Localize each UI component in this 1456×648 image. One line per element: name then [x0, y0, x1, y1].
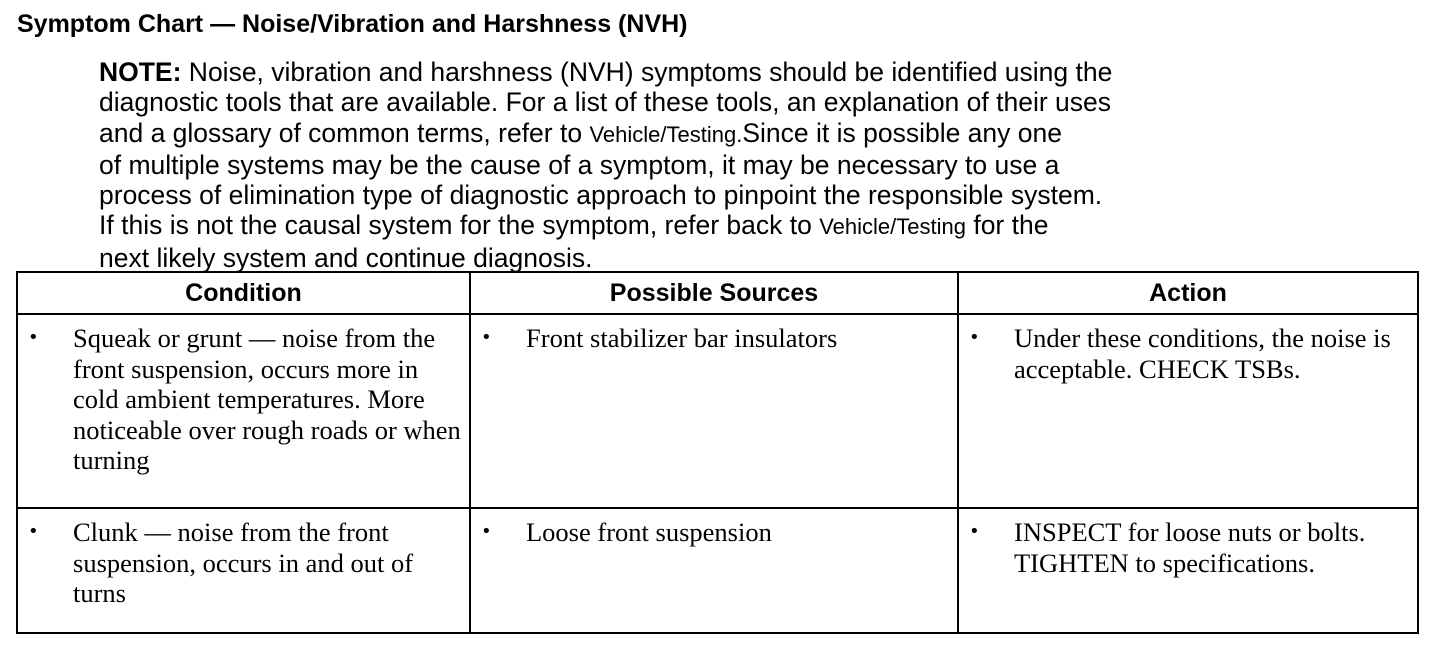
vehicle-testing-reference-2[interactable]: Vehicle/Testing: [819, 214, 966, 240]
note-line-3: [99, 118, 1349, 150]
table-header-row: [17, 272, 1418, 314]
note-line-6: [99, 210, 1349, 242]
note-line-1: [99, 57, 1349, 87]
action-text: Under these conditions, the noise is acceptable. CHECK TSBs.: [1014, 323, 1391, 384]
bullet: •: [28, 521, 39, 542]
condition-cell: [17, 314, 470, 508]
bullet: •: [969, 327, 980, 348]
condition-text: Clunk — noise from the front suspension, occurs in and out of turns: [73, 517, 414, 608]
source-text: Loose front suspension: [526, 517, 772, 547]
bullet: •: [969, 521, 980, 542]
note-text-3a: and a glossary of common terms, refer to: [99, 117, 590, 148]
note-line-5: process of elimination type of diagnostic approach to pinpoint the responsible system.: [99, 180, 1103, 211]
note-line-2: diagnostic tools that are available. For a list of these tools, an explanation of their uses: [99, 87, 1112, 118]
note-line-7: next likely system and continue diagnosis.: [99, 242, 593, 273]
bullet: •: [28, 327, 39, 348]
action-cell: [958, 508, 1418, 633]
note-text-6a: If this is not the causal system for the symptom, refer back to: [99, 210, 820, 241]
header-action: Action: [958, 272, 1418, 314]
vehicle-testing-reference[interactable]: Vehicle/Testing.: [589, 121, 743, 147]
bullet: •: [481, 521, 492, 542]
note-paragraph: [99, 57, 1349, 273]
condition-cell: [17, 508, 470, 633]
source-text: Front stabilizer bar insulators: [526, 323, 838, 353]
action-text: INSPECT for loose nuts or bolts. TIGHTEN to specifications.: [1014, 517, 1366, 578]
note-text-3b: Since it is possible any one: [742, 117, 1062, 148]
note-text-6b: for the: [965, 210, 1049, 241]
bullet: •: [481, 327, 492, 348]
header-possible-sources: Possible Sources: [470, 272, 958, 314]
note-label: NOTE:: [99, 57, 182, 87]
source-cell: [470, 508, 958, 633]
header-condition: Condition: [17, 272, 470, 314]
table-row: [17, 314, 1418, 508]
condition-text: Squeak or grunt — noise from the front suspension, occurs more in cold ambient temperatures. More noticeable over rough roads or when turning: [73, 323, 461, 475]
symptom-table: [16, 271, 1419, 634]
page-title: Symptom Chart — Noise/Vibration and Harshness (NVH): [17, 10, 688, 38]
note-text-1: Noise, vibration and harshness (NVH) symptoms should be identified using the: [181, 57, 1113, 87]
source-cell: [470, 314, 958, 508]
table-row: [17, 508, 1418, 633]
note-line-4: of multiple systems may be the cause of a symptom, it may be necessary to use a: [99, 149, 1060, 180]
action-cell: [958, 314, 1418, 508]
